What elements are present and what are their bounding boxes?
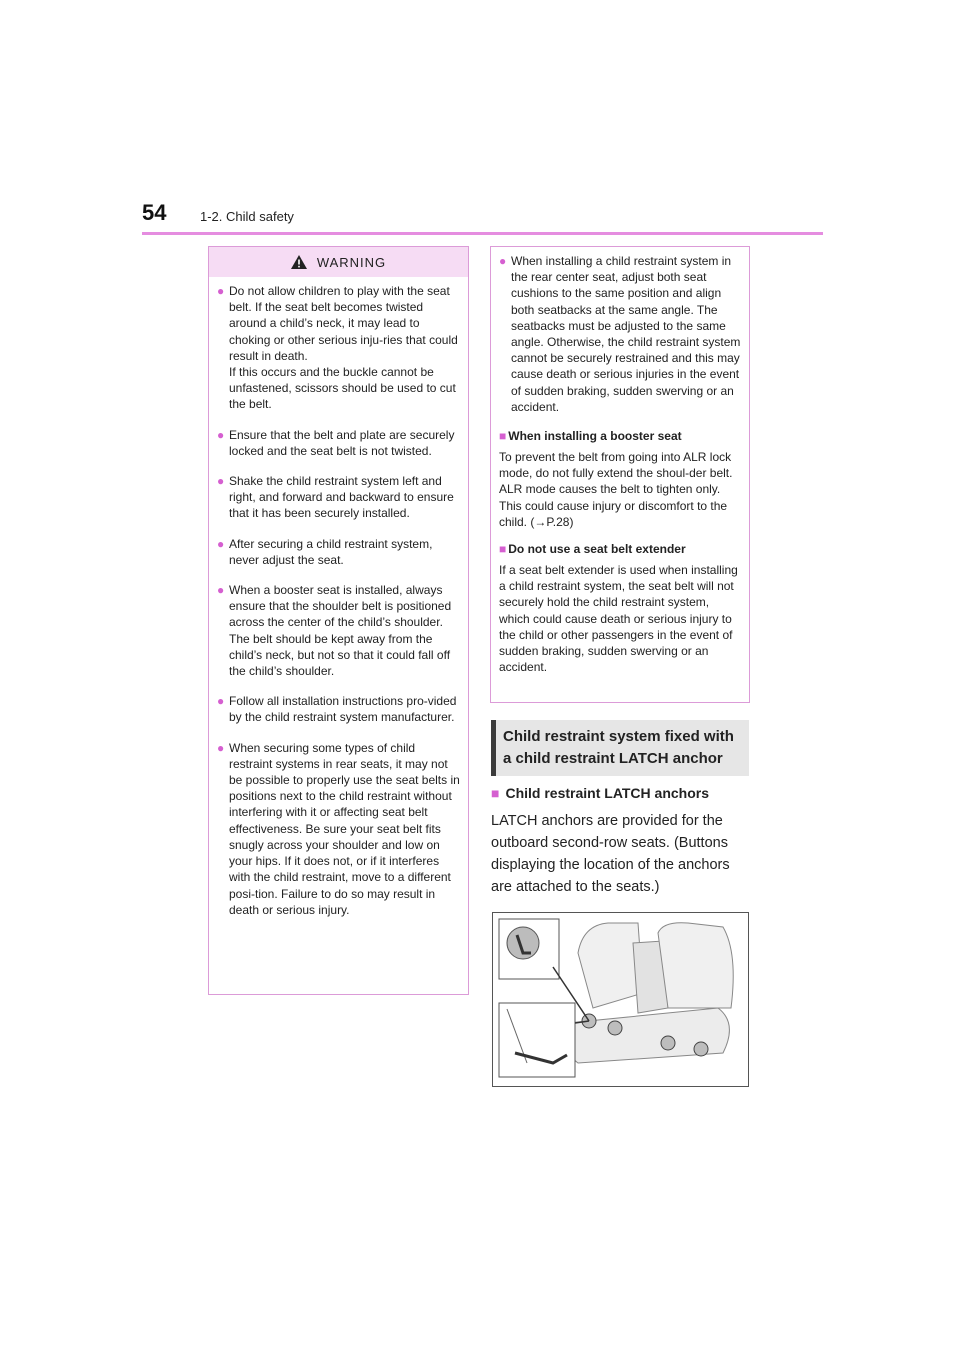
square-bullet-icon: ■ [499,429,507,444]
latch-anchor-illustration [492,912,749,1087]
bullet-icon: ● [217,427,225,442]
warning-item: ● Follow all installation instructions pro-vided by the child restraint system manufacturer. [217,694,457,725]
bullet-icon: ● [217,536,225,551]
bullet-icon: ● [217,284,225,298]
warning-item: ● When a booster seat is installed, always ensure that the shoulder belt is positioned across the center of the child’s shoulder. The belt should be kept away from the child’s neck, but not so that it could fall off the child’s shoulder. [217,583,452,679]
warning-item: ● Shake the child restraint system left and right, and forward and backward to ensure that it has been securely installed. [217,474,454,521]
header-rule [142,232,823,235]
bullet-icon: ● [217,583,225,598]
warning-icon [291,255,307,269]
booster-text: To prevent the belt from going into ALR lock mode, do not fully extend the shoul-der belt. ALR mode causes the belt to tighten only. This could cause injury or discomfort to the child. (→P.28) [499,450,733,529]
warning-header [209,247,468,277]
warning-box [208,246,469,995]
extender-text: If a seat belt extender is used when installing a child restraint system, the seat belt will not securely hold the child restraint system, which could cause death or serious injury to the child or other passengers in the event of sudden braking, sudden swerving or an accident. [499,563,738,675]
section-heading: Child restraint system fixed with a child restraint LATCH anchor [491,720,749,776]
square-bullet-icon: ■ [491,785,500,801]
arrow-icon: → [534,514,547,529]
bullet-icon: ● [217,694,225,709]
warning-item: ● When securing some types of child restraint systems in rear seats, it may not be possible to properly use the seat belts in positions next to the child restraint without interfering with it or affecting seat belt effectiveness. Be sure your seat belt fits snugly across your shoulder and low on your hips. If it does not, or if it interferes with the child restraint, move to a different posi-tion. Failure to do so may result in death or serious injury. [217,740,460,917]
body-text: LATCH anchors are provided for the outboard second-row seats. (Buttons displaying the location of the anchors are attached to the seats.) [491,813,730,895]
heading-bar [491,720,496,776]
bullet-icon: ● [499,254,507,268]
booster-heading: ■ When installing a booster seat [499,429,682,444]
warning-item: ● After securing a child restraint system, never adjust the seat. [217,536,433,567]
subheading: ■ Child restraint LATCH anchors [491,785,710,801]
warning-item: ● Ensure that the belt and plate are securely locked and the seat belt is not twisted. [217,427,455,458]
warning-item: ● Do not allow children to play with the seat belt. If the seat belt becomes twisted around a child’s neck, it may lead to choking or other serious inju-ries that could result in death. If this occurs and the buckle cannot be unfastened, scissors should be used to cut the belt. [217,284,458,412]
bullet-icon: ● [217,474,225,489]
bullet-icon: ● [217,740,225,755]
extender-heading: ■ Do not use a seat belt extender [499,542,686,557]
warning-continued-box [490,246,750,703]
warning-title: WARNING [316,254,387,270]
section-title: 1-2. Child safety [200,209,294,224]
square-bullet-icon: ■ [499,542,507,557]
page-ref-link[interactable]: P.28) [546,514,574,529]
rear-seat-illustration [493,913,748,1086]
page-number: 54 [142,200,167,225]
warning-item: ● When installing a child restraint system in the rear center seat, adjust both seat cushions to the same position and align both seatbacks at the same angle. The seatbacks must be adjusted to the same angle. Otherwise, the child restraint system cannot be securely restrained and this may cause death or serious injuries in the event of sudden braking, sudden swerving or an accident. [499,254,741,414]
